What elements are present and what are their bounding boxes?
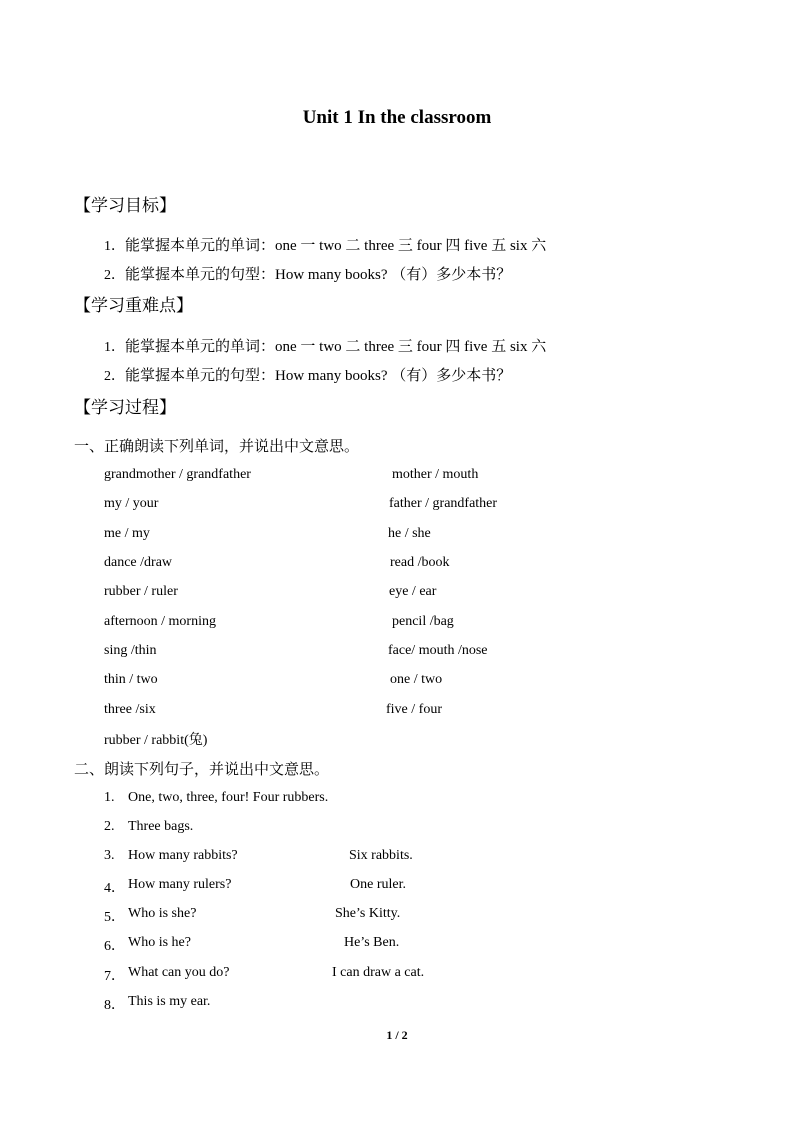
sentence-number: 5． [104,910,125,925]
sentence-number: 6． [104,939,125,954]
item-number: 1． [104,340,125,355]
vocab-left: afternoon / morning [104,614,216,629]
vocab-left: rubber / ruler [104,584,178,599]
part1-heading: 一、正确朗读下列单词，并说出中文意思。 [74,439,360,455]
item-text: 能掌握本单元的句型：How many books? （有）多少本书？ [125,368,512,384]
sentence-number: 2. [104,819,115,834]
vocab-right: read /book [390,555,450,570]
key-point-item-2 [104,364,511,385]
section-heading-key-points: 【学习重难点】 [74,296,193,315]
vocab-left: thin / two [104,672,158,687]
sentence-number: 1. [104,790,115,805]
vocab-right: pencil /bag [392,614,454,629]
item-text: 能掌握本单元的单词：one 一 two 二 three 三 four 四 five 五 six 六 [125,339,547,355]
sentence-number: 7． [104,969,125,984]
item-text: 能掌握本单元的单词：one 一 two 二 three 三 four 四 five 五 six 六 [125,238,547,254]
item-number: 2． [104,369,125,384]
sentence-answer: One ruler. [350,877,406,892]
vocab-left: rubber / rabbit(兔) [104,733,208,748]
vocab-right: father / grandfather [389,496,498,511]
vocab-left: grandmother / grandfather [104,467,251,482]
vocab-right: mother / mouth [392,467,479,482]
sentence-number: 3. [104,848,115,863]
sentence-question: This is my ear. [128,994,211,1009]
vocab-left: three /six [104,702,156,717]
vocab-right: one / two [390,672,443,687]
vocab-right: he / she [388,526,431,541]
vocab-left: sing /thin [104,643,157,658]
section-heading-objectives: 【学习目标】 [74,196,176,215]
vocab-left: dance /draw [104,555,173,570]
item-number: 1． [104,239,125,254]
item-number: 2． [104,268,125,283]
sentence-number: 8． [104,998,125,1013]
sentence-number: 4． [104,881,125,896]
vocab-right: eye / ear [389,584,437,599]
sentence-answer: Six rabbits. [349,848,413,863]
vocab-right: five / four [386,702,442,717]
sentence-question: How many rulers? [128,877,232,892]
objective-item-1 [104,234,546,255]
page-title: Unit 1 In the classroom [302,107,492,128]
vocab-left: me / my [104,526,150,541]
item-text: 能掌握本单元的句型：How many books? （有）多少本书？ [125,267,512,283]
sentence-answer: I can draw a cat. [332,965,425,980]
part2-heading: 二、朗读下列句子，并说出中文意思。 [74,762,330,778]
objective-item-2 [104,263,511,284]
sentence-answer: He’s Ben. [344,935,400,950]
key-point-item-1 [104,335,546,356]
sentence-question: Three bags. [128,819,194,834]
vocab-left: my / your [104,496,159,511]
page-number: 1 / 2 [386,1028,408,1042]
sentence-question: What can you do? [128,965,230,980]
sentence-question: Who is he? [128,935,191,950]
sentence-answer: She’s Kitty. [335,906,401,921]
sentence-question: Who is she? [128,906,197,921]
vocab-right: face/ mouth /nose [388,643,488,658]
section-heading-process: 【学习过程】 [74,398,176,417]
sentence-question: One, two, three, four! Four rubbers. [128,790,329,805]
sentence-question: How many rabbits? [128,848,238,863]
